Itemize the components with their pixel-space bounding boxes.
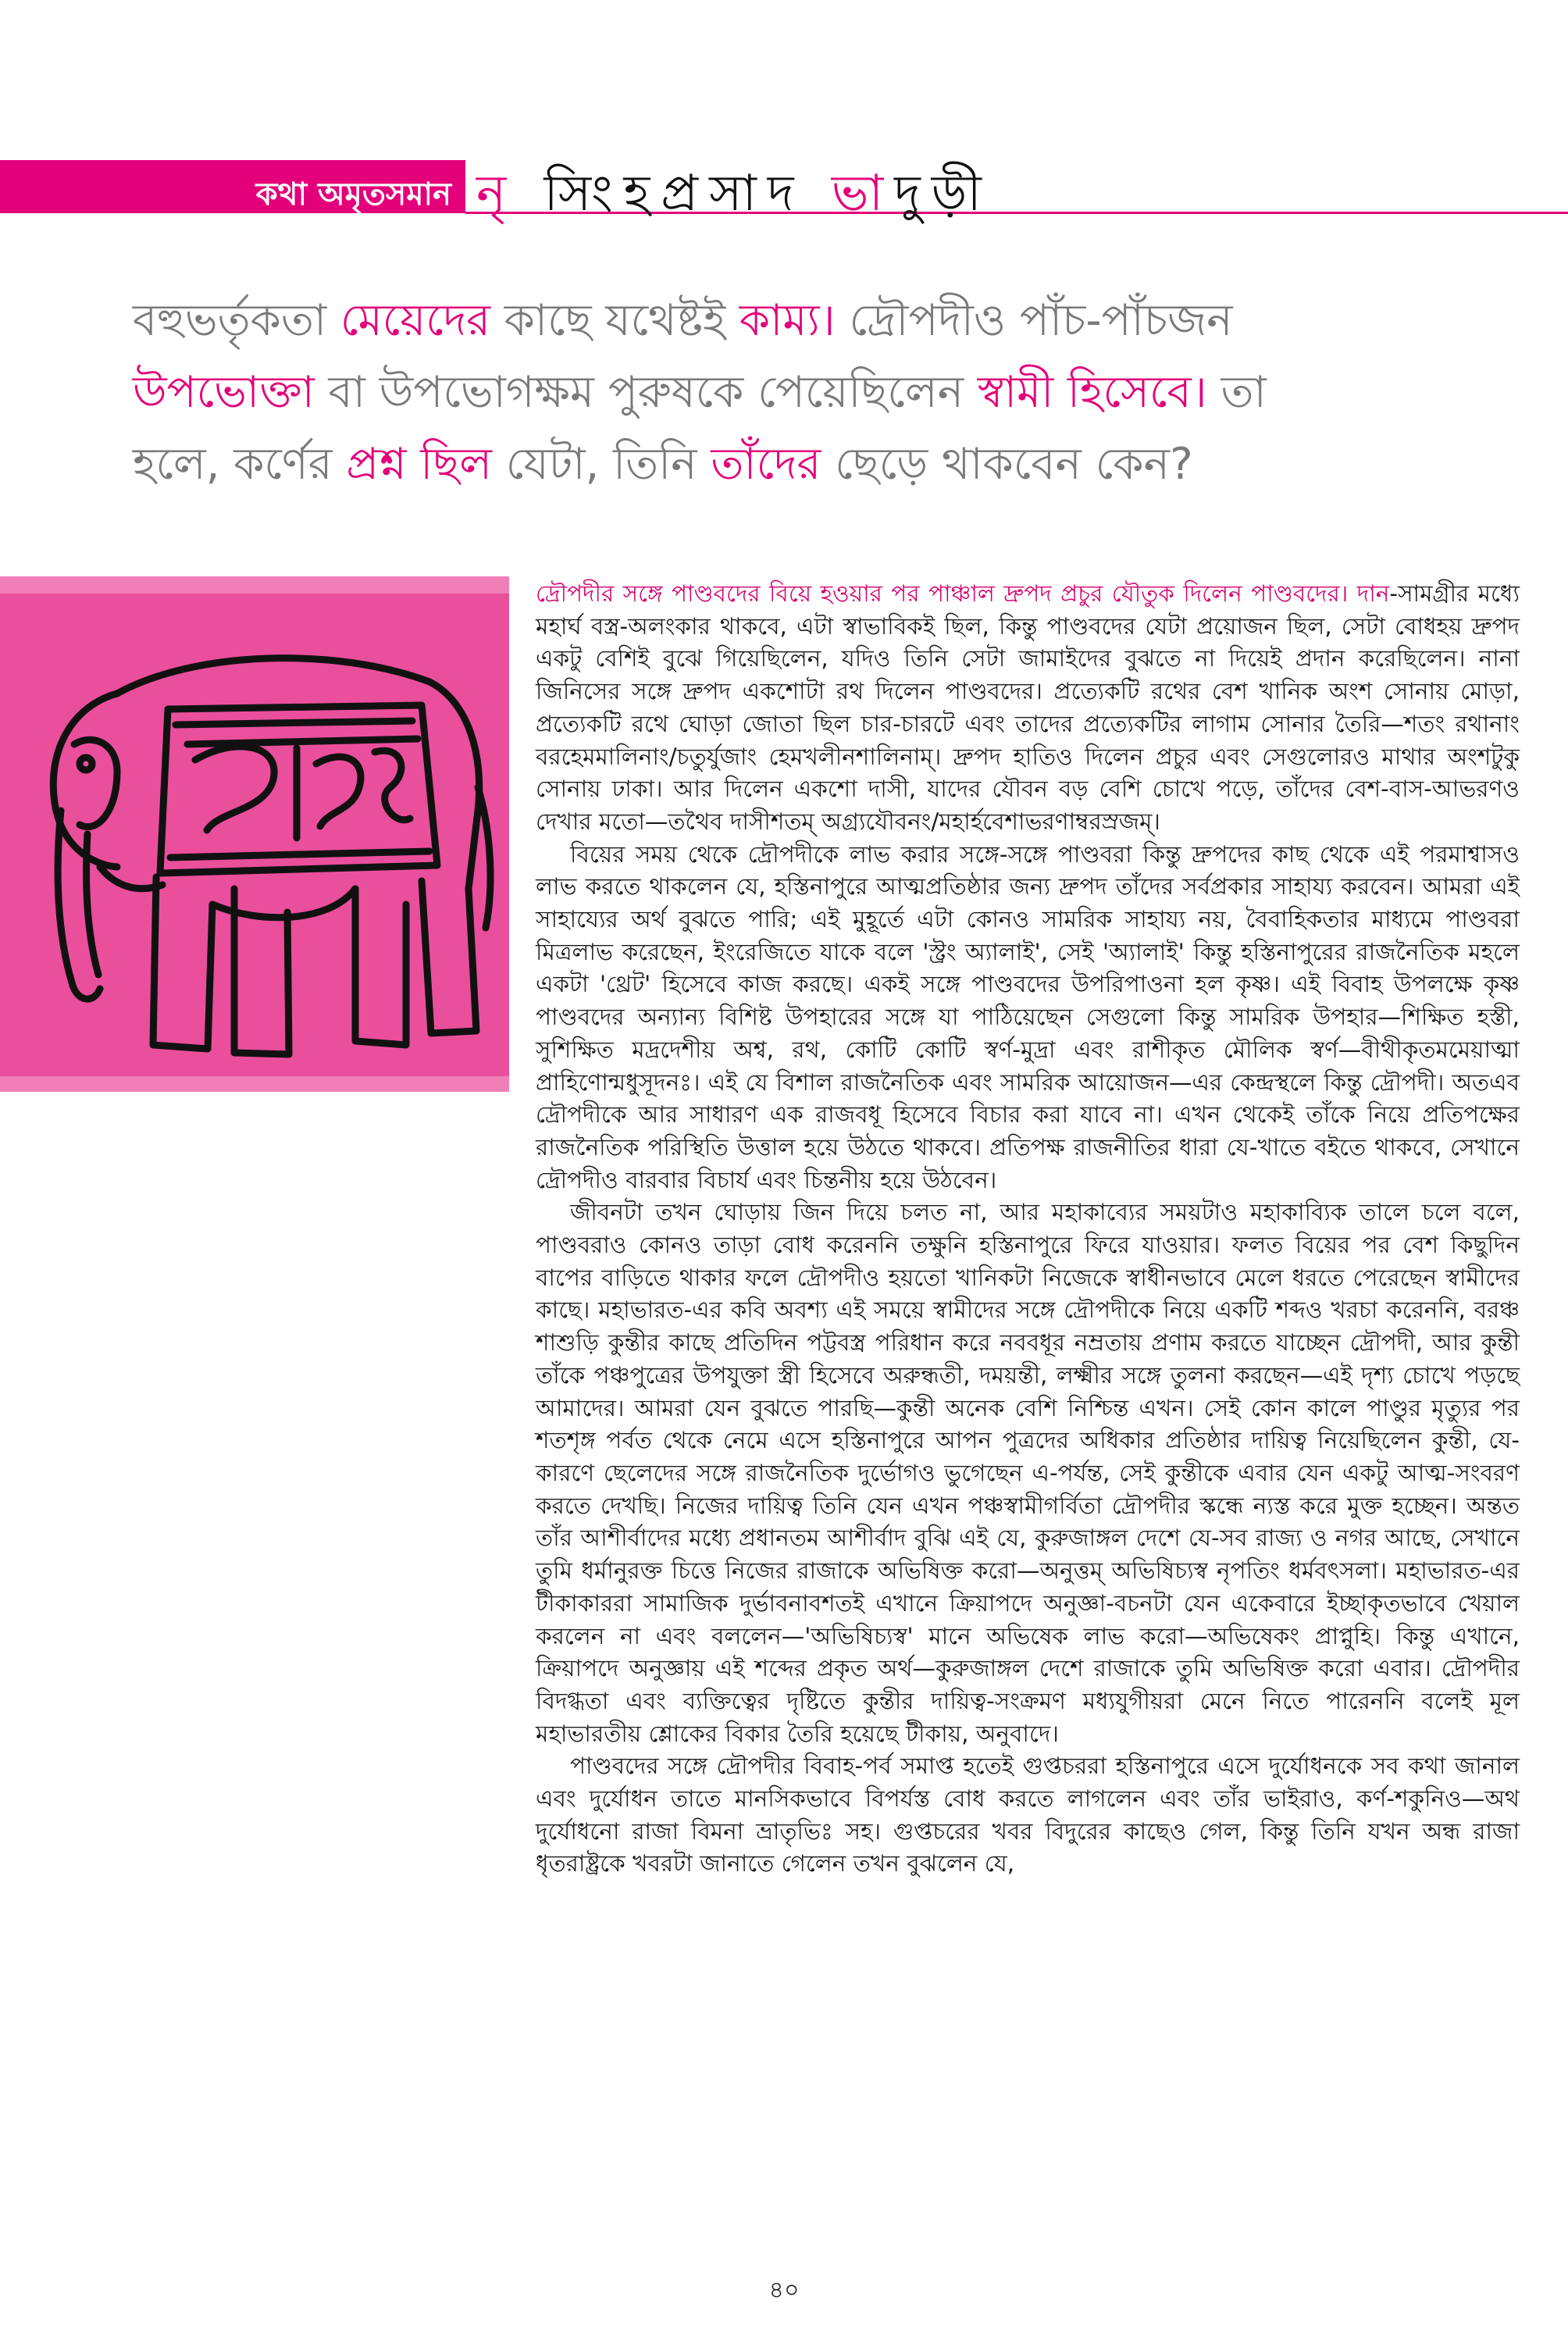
lede-highlight: মেয়েদের <box>340 295 490 346</box>
lede-text: হলে, কর্ণের <box>133 439 347 490</box>
lede-text: যেটা, তিনি <box>491 439 711 490</box>
lede-text: কাছে যথেষ্টই <box>490 295 739 346</box>
paragraph: পাণ্ডবদের সঙ্গে দ্রৌপদীর বিবাহ-পর্ব সমাপ্ত হতেই গুপ্তচররা হস্তিনাপুরে এসে দুর্যোধনকে সব কথা জানাল এবং দুর্যোধন তাতে মানসিকভাবে বিপর্যস্ত বোধ করতে লাগলেন এবং তাঁর ভাইরাও, কর্ণ-শকুনিও—অথ দুর্যোধনো রাজা বিমনা ভ্রাতৃভিঃ সহ। গুপ্তচরের খবর বিদুরের কাছেও গেল, কিন্তু তিনি যখন অন্ধ রাজা ধৃতরাষ্ট্রকে খবরটা জানাতে গেলেন তখন বুঝলেন যে, <box>536 1753 1520 1878</box>
article-header <box>0 160 1568 226</box>
author-initial-2: ভা <box>831 165 895 223</box>
lede-line-3 <box>133 429 1413 501</box>
lede-text: তা <box>1206 367 1267 418</box>
paragraph <box>536 578 1520 839</box>
lede <box>133 285 1413 501</box>
lede-text: বহুভর্তৃকতা <box>133 295 340 346</box>
page-number: ৪০ <box>768 2277 800 2304</box>
section-label: কথা অমৃতসমান <box>255 177 451 212</box>
lede-line-2 <box>133 357 1413 429</box>
elephant-icon <box>0 576 509 1092</box>
paragraph: জীবনটা তখন ঘোড়ায় জিন দিয়ে চলত না, আর মহাকাব্যের সময়টাও মহাকাব্যিক তালে চলে বলে, পাণ্ডবরাও কোনও তাড়া বোধ করেননি তক্ষুনি হস্তিনাপুরে ফিরে যাওয়ার। ফলত বিয়ের পর বেশ কিছুদিন বাপের বাড়িতে থাকার ফলে দ্রৌপদীও হয়তো খানিকটা নিজেকে স্বাধীনভাবে মেলে ধরতে পেরেছেন স্বামীদের কাছে। মহাভারত-এর কবি অবশ্য এই সময়ে স্বামীদের সঙ্গে দ্রৌপদীকে নিয়ে একটি শব্দও খরচা করেননি, বরঞ্চ শাশুড়ি কুন্তীর কাছে প্রতিদিন পট্টবস্ত্র পরিধান করে নববধূর নম্রতায় প্রণাম করতে যাচ্ছেন দ্রৌপদী, আর কুন্তী তাঁকে পঞ্চপুত্রের উপযুক্তা স্ত্রী হিসেবে অরুন্ধতী, দময়ন্তী, লক্ষ্মীর সঙ্গে তুলনা করছেন—এই দৃশ্য চোখে পড়ছে আমাদের। আমরা যেন বুঝতে পারছি—কুন্তী অনেক বেশি নিশ্চিন্ত এখন। সেই কোন কালে পাণ্ডুর মৃত্যুর পর শতশৃঙ্গ পর্বত থেকে নেমে এসে হস্তিনাপুরে আপন পুত্রদের অধিকার প্রতিষ্ঠার দায়িত্ব নিয়েছিলেন কুন্তী, যে-কারণে ছেলেদের সঙ্গে রাজনৈতিক দুর্ভোগও ভুগেছেন এ-পর্যন্ত, সেই কুন্তীকে এবার যেন একটু আত্ম-সংবরণ করতে দেখছি। নিজের দায়িত্ব তিনি যেন এখন পঞ্চস্বামীগর্বিতা দ্রৌপদীর স্কন্ধে ন্যস্ত করে মুক্ত হচ্ছেন। অন্তত তাঁর আশীর্বাদের মধ্যে প্রধানতম আশীর্বাদ বুঝি এই যে, কুরুজাঙ্গল দেশে যে-সব রাজ্য ও নগর আছে, সেখানে তুমি ধর্মানুরক্ত চিত্তে নিজের রাজাকে অভিষিক্ত করো—অনুত্তম্ অভিষিচ্যস্ব নৃপতিং ধর্মবৎসলা। মহাভারত-এর টীকাকাররা সামাজিক দুর্ভাবনাবশতই এখানে ক্রিয়াপদে অনুজ্ঞা-বচনটা যেন একেবারে ইচ্ছাকৃতভাবে খেয়াল করলেন না এবং বললেন—'অভিষিচ্যস্ব' মানে অভিষেক লাভ করো—অভিষেকং প্রাপ্নুহি। কিন্তু এখানে, ক্রিয়াপদে অনুজ্ঞায় এই শব্দের প্রকৃত অর্থ—কুরুজাঙ্গল দেশে রাজাকে তুমি অভিষিক্ত করো এবার। দ্রৌপদীর বিদগ্ধতা এবং ব্যক্তিত্বের দৃষ্টিতে কুন্তীর দায়িত্ব-সংক্রমণ মধ্যযুগীয়রা মেনে নিতে পারেননি বলেই মূল মহাভারতীয় শ্লোকের বিকার তৈরি হয়েছে টীকায়, অনুবাদে। <box>536 1199 1520 1747</box>
lede-highlight: তাঁদের <box>711 439 821 490</box>
author-middle: সিংহপ্রসাদ <box>517 165 832 223</box>
lede-text: বা উপভোগক্ষম পুরুষকে পেয়েছিলেন <box>314 367 978 418</box>
lede-highlight: প্রশ্ন ছিল <box>346 439 492 490</box>
paragraph: বিয়ের সময় থেকে দ্রৌপদীকে লাভ করার সঙ্গে-সঙ্গে পাণ্ডবরা কিন্তু দ্রুপদের কাছ থেকে এই পরমাশ্বাসও লাভ করতে থাকলেন যে, হস্তিনাপুরে আত্মপ্রতিষ্ঠার জন্য দ্রুপদ তাঁদের সর্বপ্রকার সাহায্য করবেন। আমরা এই সাহায্যের অর্থ বুঝতে পারি; এই মুহূর্তে এটা কোনও সামরিক সাহায্য নয়, বৈবাহিকতার মাধ্যমে পাণ্ডবরা মিত্রলাভ করেছেন, ইংরেজিতে যাকে বলে 'স্ট্রং অ্যালাই', সেই 'অ্যালাই' কিন্তু হস্তিনাপুরের রাজনৈতিক মহলে একটা 'থ্রেট' হিসেবে কাজ করছে। একই সঙ্গে পাণ্ডবদের উপরিপাওনা হল কৃষ্ণ। এই বিবাহ উপলক্ষে কৃষ্ণ পাণ্ডবদের অন্যান্য বিশিষ্ট উপহারের সঙ্গে যা পাঠিয়েছেন সেগুলো কিন্তু সামরিক উপহার—শিক্ষিত হস্তী, সুশিক্ষিত মদ্রদেশীয় অশ্ব, রথ, কোটি কোটি স্বর্ণ-মুদ্রা এবং রাশীকৃত মৌলিক স্বর্ণ—বীথীকৃতমমেয়াত্মা প্রাহিণোন্মধুসূদনঃ। এই যে বিশাল রাজনৈতিক এবং সামরিক আয়োজন—এর কেন্দ্রস্থলে কিন্তু দ্রৌপদী। অতএব দ্রৌপদীকে আর সাধারণ এক রাজবধূ হিসেবে বিচার করা যাবে না। এখন থেকেই তাঁকে নিয়ে প্রতিপক্ষের রাজনৈতিক পরিস্থিতি উত্তাল হয়ে উঠতে থাকবে। প্রতিপক্ষ রাজনীতির ধারা যে-খাতে বইতে থাকবে, সেখানে দ্রৌপদীও বারবার বিচার্য এবং চিন্তনীয় হয়ে উঠবেন। <box>536 840 1520 1193</box>
paragraph-lead: দ্রৌপদীর সঙ্গে পাণ্ডবদের বিয়ে হওয়ার পর পাঞ্চাল দ্রুপদ প্রচুর যৌতুক দিলেন পাণ্ডবদের। দান <box>536 580 1390 607</box>
author-name <box>476 155 992 239</box>
article-body <box>536 578 1520 1881</box>
paragraph-text: -সামগ্রীর মধ্যে মহার্ঘ বস্ত্র-অলংকার থাকবে, এটা স্বাভাবিকই ছিল, কিন্তু পাণ্ডবদের যেটা প্রয়োজন ছিল, সেটা বোধহয় দ্রুপদ একটু বেশিই বুঝে গিয়েছিলেন, যদিও তিনি সেটা জামাইদের বুঝতে না দিয়েই প্রদান করেছিলেন। নানা জিনিসের সঙ্গে দ্রুপদ একশোটা রথ দিলেন পাণ্ডবদের। প্রত্যেকটি রথের বেশ খানিক অংশ সোনায় মোড়া, প্রত্যেকটি রথে ঘোড়া জোতা ছিল চার-চারটে এবং তাদের প্রত্যেকটির লাগাম সোনার তৈরি—শতং রথানাং বরহেমমালিনাং/চতুর্যুজাং হেমখলীনশালিনাম্। দ্রুপদ হাতিও দিলেন প্রচুর এবং সেগুলোরও মাথার অংশটুকু সোনায় ঢাকা। আর দিলেন একশো দাসী, যাদের যৌবন বড় বেশি চোখে পড়ে, তাঁদের বেশ-বাস-আভরণও দেখার মতো—তথৈব দাসীশতম্ অগ্র্যযৌবনং/মহার্হবেশাভরণাম্বরস্রজম্। <box>536 580 1520 835</box>
lede-text: দ্রৌপদীও পাঁচ-পাঁচজন <box>835 295 1233 346</box>
lede-line-1 <box>133 285 1413 357</box>
lede-highlight: উপভোক্তা <box>133 367 315 418</box>
lede-highlight: কাম্য। <box>739 295 836 346</box>
elephant-illustration <box>0 576 509 1092</box>
lede-text: ছেড়ে থাকবেন কেন? <box>821 439 1193 490</box>
author-initial: নৃ <box>476 165 518 223</box>
lede-highlight: স্বামী হিসেবে। <box>977 367 1207 418</box>
author-rest: দুড়ী <box>894 165 992 223</box>
